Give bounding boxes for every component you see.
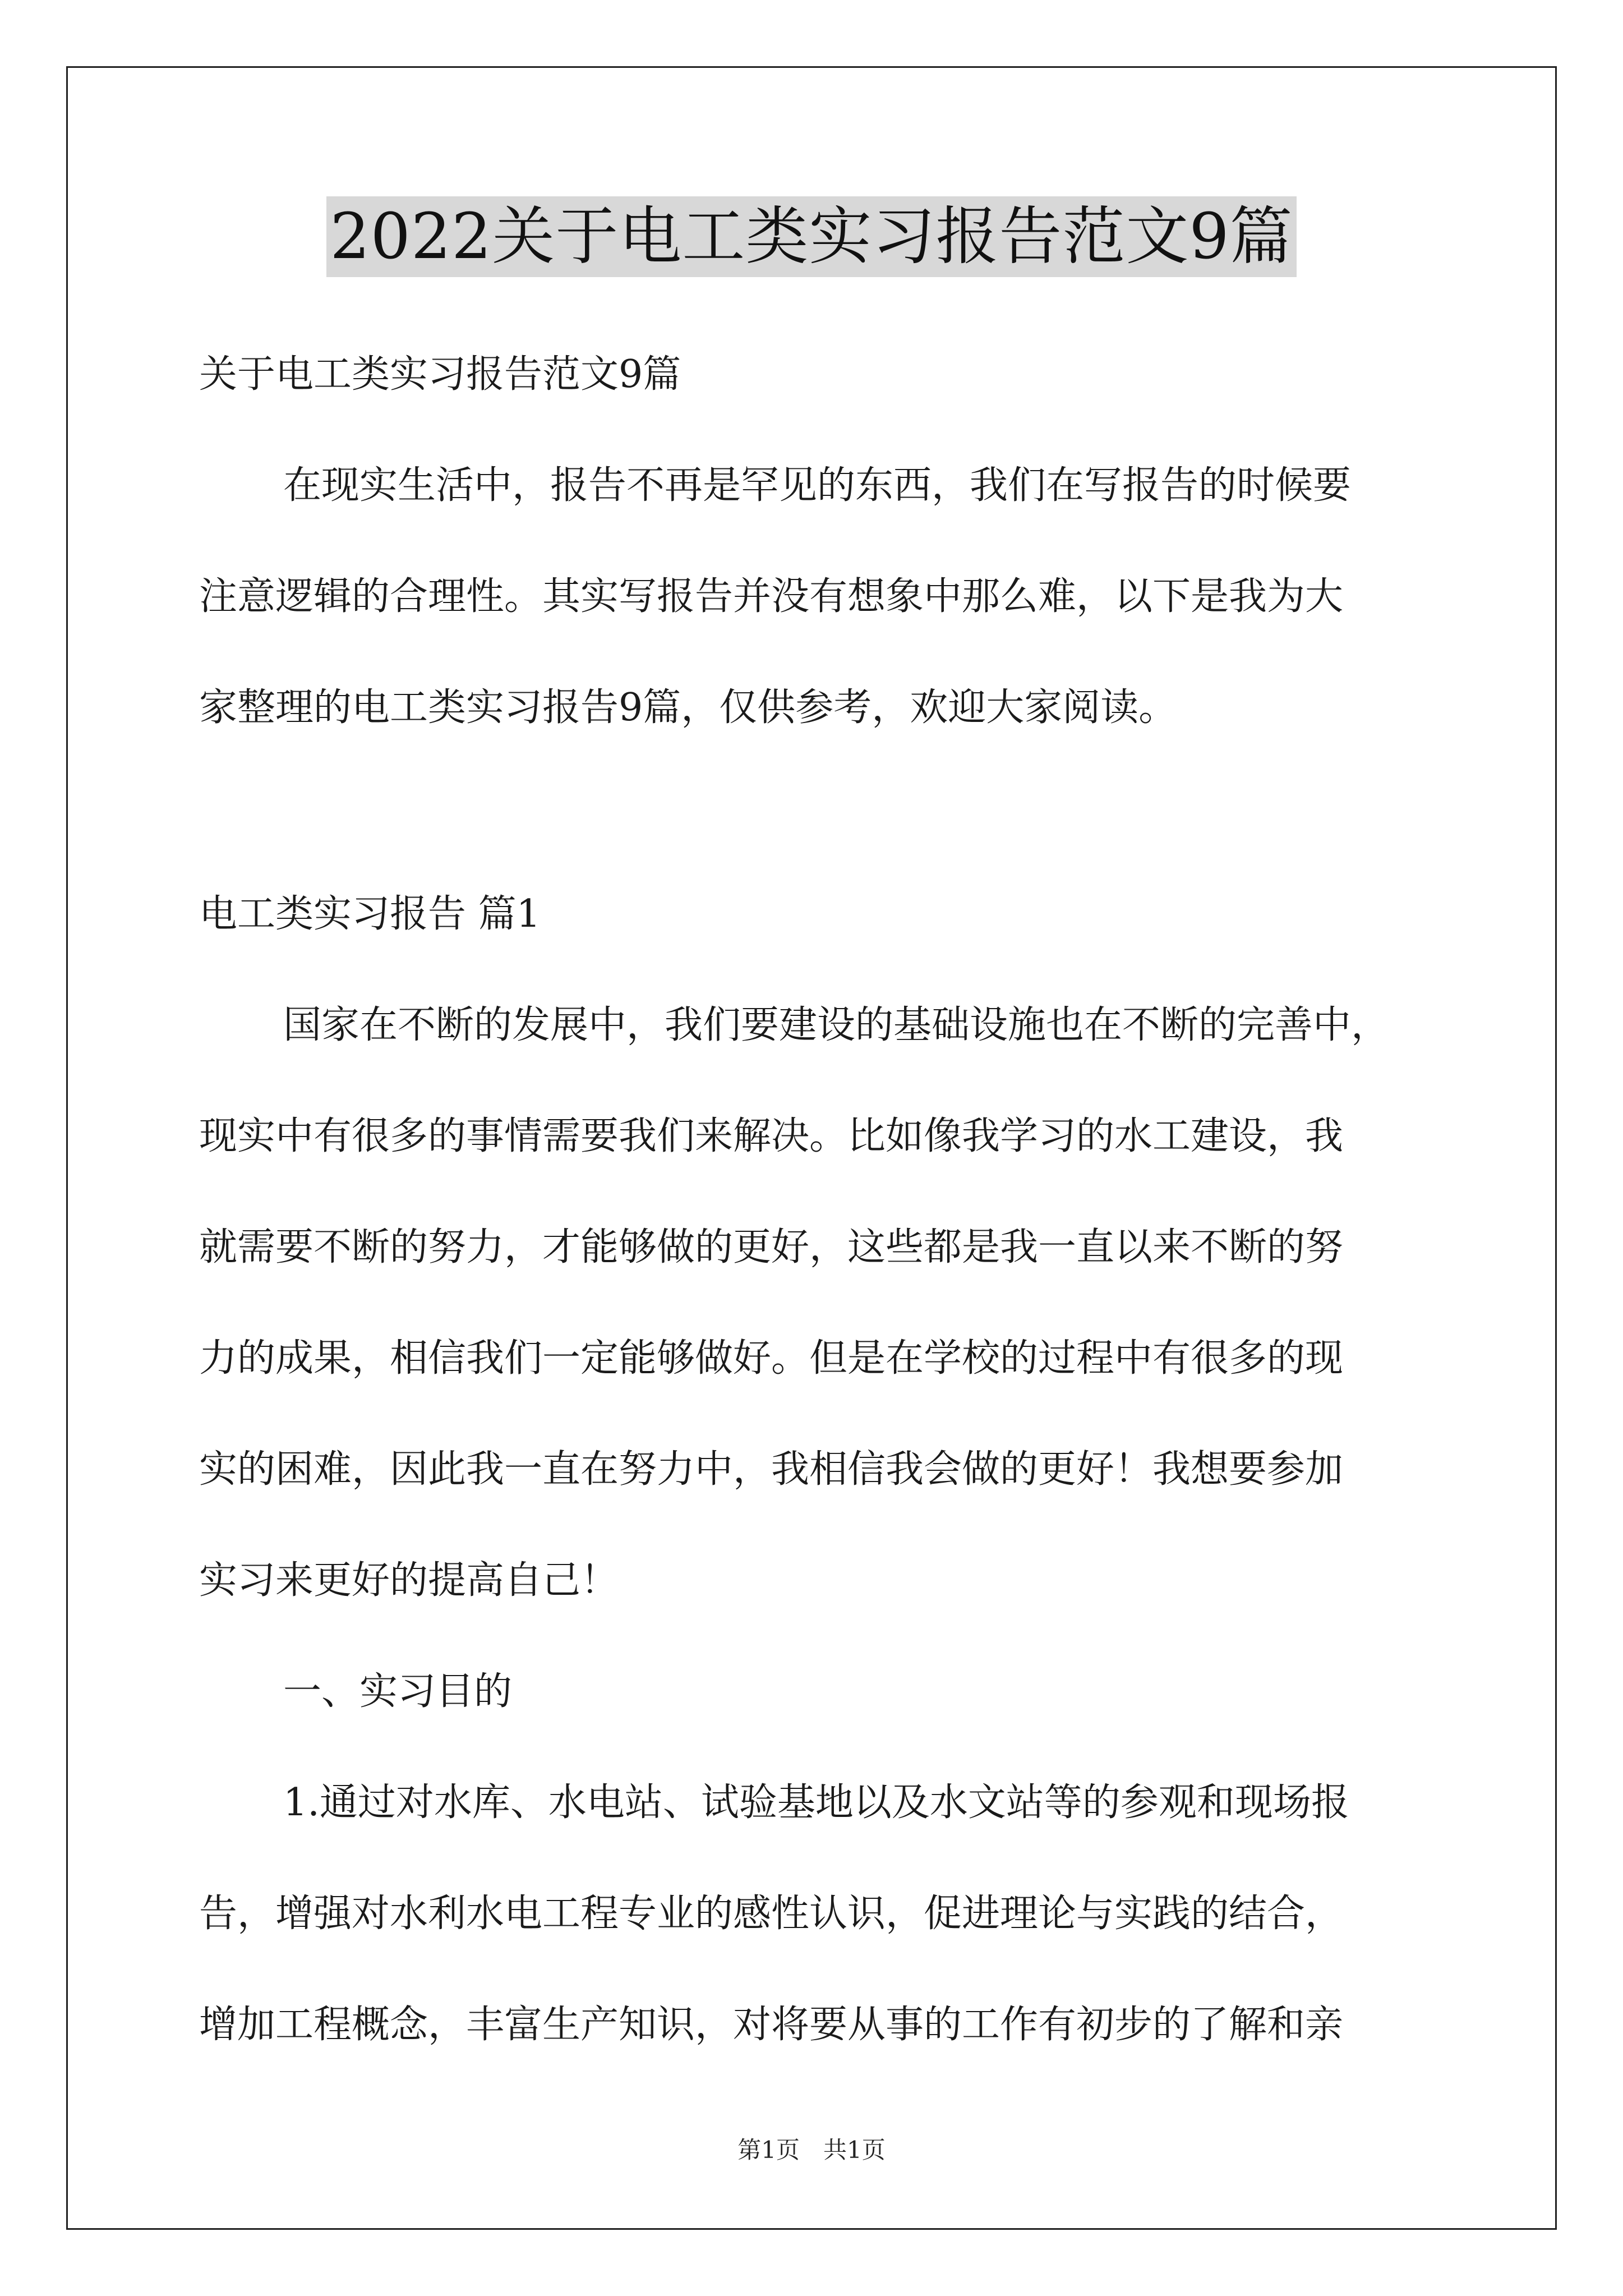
body-line-2: 现实中有很多的事情需要我们来解决。比如像我学习的水工建设，我 (199, 1114, 1344, 1158)
intro-line-1: 在现实生活中，报告不再是罕见的东西，我们在写报告的时候要 (283, 463, 1352, 508)
list-heading: 一、实习目的 (283, 1669, 513, 1714)
document-subtitle: 关于电工类实习报告范文9篇 (199, 352, 681, 397)
body-line-6: 实习来更好的提高自己！ (199, 1558, 619, 1603)
item-line-3: 增加工程概念，丰富生产知识，对将要从事的工作有初步的了解和亲 (199, 2003, 1344, 2047)
body-line-5: 实的困难，因此我一直在努力中，我相信我会做的更好！我想要参加 (199, 1447, 1344, 1492)
item-line-1: 1.通过对水库、水电站、试验基地以及水文站等的参观和现场报 (283, 1780, 1349, 1825)
body-line-3: 就需要不断的努力，才能够做的更好，这些都是我一直以来不断的努 (199, 1225, 1344, 1269)
page-footer: 第1页 共1页 (737, 2136, 886, 2164)
section-heading: 电工类实习报告 篇1 (199, 892, 541, 936)
body-line-4: 力的成果，相信我们一定能够做好。但是在学校的过程中有很多的现 (199, 1336, 1344, 1381)
body-line-1: 国家在不断的发展中，我们要建设的基础设施也在不断的完善中， (283, 1003, 1390, 1047)
item-line-2: 告，增强对水利水电工程专业的感性认识，促进理论与实践的结合， (199, 1892, 1344, 1936)
title-container (0, 196, 1623, 277)
intro-line-2: 注意逻辑的合理性。其实写报告并没有想象中那么难，以下是我为大 (199, 574, 1344, 619)
intro-line-3: 家整理的电工类实习报告9篇，仅供参考，欢迎大家阅读。 (199, 685, 1177, 730)
document-title: 2022关于电工类实习报告范文9篇 (326, 196, 1296, 277)
